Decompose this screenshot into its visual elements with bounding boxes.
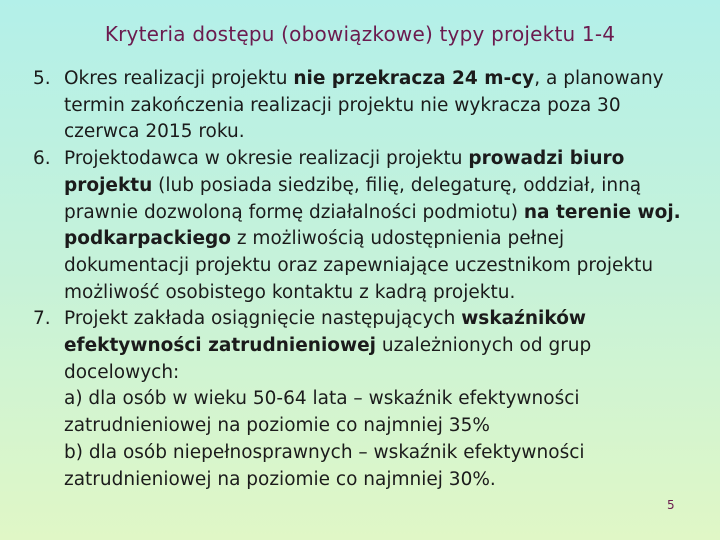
criterion-text: , a planowany termin zakończenia realizacji projektu nie wykracza poza 30 czerwca 2015 roku. [64, 68, 664, 143]
criterion-7 [33, 306, 693, 493]
criterion-emphasis: na terenie woj. podkarpackiego [64, 201, 681, 250]
sub-criterion-a: a) dla osób w wieku 50-64 lata – wskaźnik efektywności zatrudnieniowej na poziomie co najmniej 35% [64, 388, 580, 437]
criterion-text: Okres realizacji projektu [64, 68, 294, 89]
criterion-text: Projektodawca w okresie realizacji projektu [64, 148, 469, 170]
criterion-5 [33, 66, 693, 146]
criterion-emphasis: prowadzi biuro projektu [64, 148, 625, 196]
criterion-number: 7. [33, 308, 51, 330]
criteria-list [33, 66, 693, 493]
criterion-number: 6. [33, 148, 51, 170]
criterion-text: z możliwością udostępnienia pełnej dokumentacji projektu oraz zapewniające uczestnikom projektu możliwość osobistego kontaktu z kadrą projektu. [64, 228, 654, 303]
criterion-6 [33, 146, 693, 306]
criterion-text: (lub posiada siedzibę, filię, delegaturę, oddział, inną prawnie dozwoloną formę działalności podmiotu) [64, 174, 642, 223]
slide-title: Kryteria dostępu (obowiązkowe) typy projektu 1-4 [104, 22, 616, 46]
page-number: 5 [667, 498, 675, 512]
criterion-number: 5. [33, 68, 51, 89]
criterion-emphasis: nie przekracza 24 m-cy [293, 68, 535, 89]
criterion-text: Projekt zakłada osiągnięcie następujących [64, 308, 462, 330]
criterion-emphasis: wskaźników efektywności zatrudnieniowej [64, 308, 586, 357]
sub-criterion-b: b) dla osób niepełnosprawnych – wskaźnik efektywności zatrudnieniowej na poziomie co najmniej 30%. [64, 441, 585, 490]
criterion-text: uzależnionych od grup docelowych: [64, 335, 592, 383]
